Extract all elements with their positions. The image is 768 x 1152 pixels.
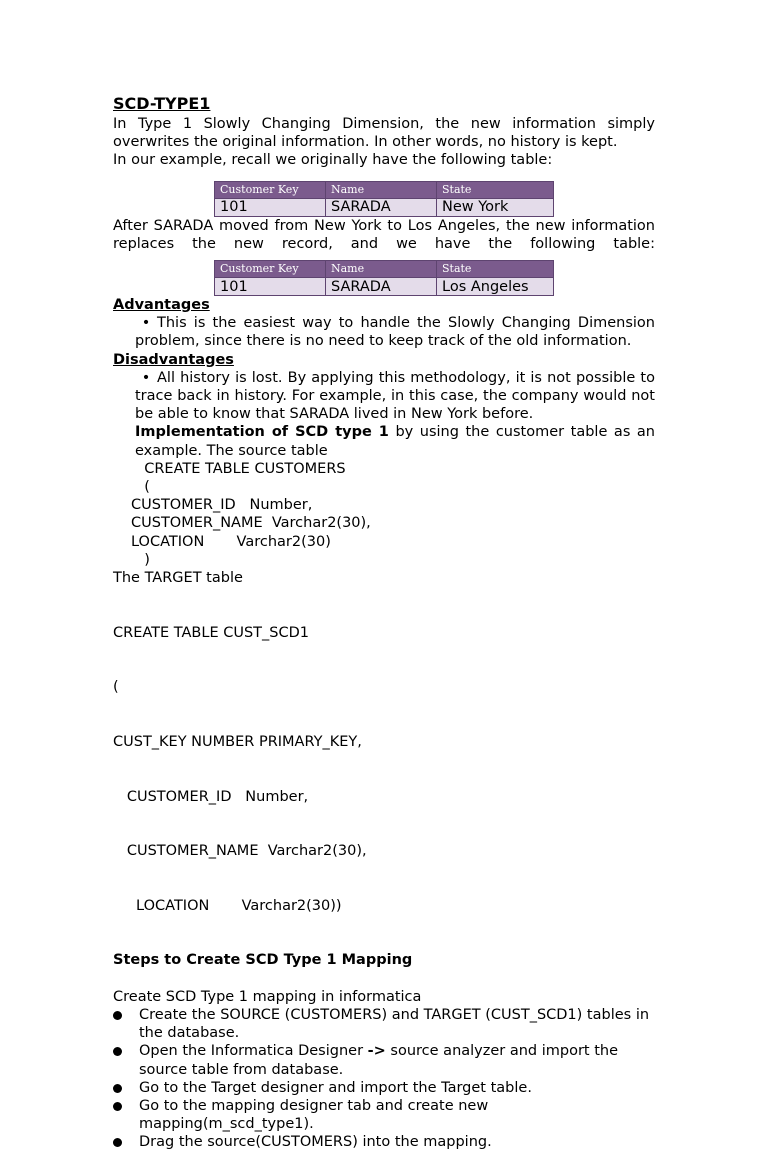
document-body: [113, 93, 655, 1152]
cell-name: SARADA: [326, 198, 437, 216]
source-sql-close: [135, 551, 655, 569]
advantages-text: This is the easiest way to handle the Slowly Changing Dimension problem, since there is no need to keep track of the old information.: [135, 315, 655, 350]
sql-line: CUSTOMER_NAME Varchar2(30),: [131, 515, 371, 532]
sql-line: (: [135, 479, 150, 496]
col-customer-key: Customer Key: [215, 261, 326, 278]
sql-line: LOCATION Varchar2(30): [131, 533, 331, 550]
sql-line: CREATE TABLE CUST_SCD1: [113, 624, 309, 641]
bullet-icon: [113, 1084, 122, 1093]
table-header-row: [215, 261, 554, 278]
table-header-row: [215, 181, 554, 198]
sql-line: CUSTOMER_ID Number,: [131, 497, 313, 514]
bullet-icon: [113, 1102, 122, 1111]
step-text: Go to the Target designer and import the Target table.: [139, 1079, 532, 1096]
cell-key: 101: [215, 198, 326, 216]
updated-table: [214, 260, 554, 296]
sql-line: (: [113, 679, 119, 696]
bullet-icon: •: [141, 315, 151, 332]
disadvantages-text: All history is lost. By applying this methodology, it is not possible to trace back in history. For example, in this case, the company would not be able to know that SARADA lived in New York before.: [135, 369, 655, 423]
cell-key: 101: [215, 278, 326, 296]
bullet-icon: [113, 1047, 122, 1056]
after-move-text: After SARADA moved from New York to Los Angeles, the new information replaces the new record, and we have the following table:: [113, 217, 655, 252]
doc-title: SCD-TYPE1: [113, 94, 211, 113]
cell-name: SARADA: [326, 278, 437, 296]
disadvantages-heading: Disadvantages: [113, 351, 234, 368]
col-name: Name: [326, 261, 437, 278]
steps-list: [113, 1006, 655, 1152]
source-sql-columns: [131, 496, 655, 551]
implementation-text: by using the customer table as an example. The source table: [135, 424, 655, 459]
col-state: State: [437, 261, 554, 278]
target-sql-block: [113, 587, 655, 951]
step-arrow: ->: [367, 1043, 386, 1060]
bullet-icon: [113, 1138, 122, 1147]
steps-intro: Create SCD Type 1 mapping in informatica: [113, 988, 422, 1005]
advantages-bullet: [135, 314, 655, 350]
implementation-paragraph: [135, 423, 655, 459]
target-label: The TARGET table: [113, 570, 243, 587]
implementation-bold: Implementation of SCD type 1: [135, 424, 389, 441]
step-text: source analyzer and import the source table from database.: [139, 1043, 619, 1078]
step-text: Create the SOURCE (CUSTOMERS) and TARGET (CUST_SCD1) tables in the database.: [139, 1006, 650, 1042]
list-item: [113, 1006, 655, 1042]
sql-line: CUST_KEY NUMBER PRIMARY_KEY,: [113, 733, 362, 750]
original-table: [214, 181, 554, 217]
step-text: Drag the source(CUSTOMERS) into the mapping.: [139, 1134, 492, 1151]
list-item: [113, 1097, 655, 1133]
step-text: Open the Informatica Designer: [139, 1043, 368, 1060]
col-name: Name: [326, 181, 437, 198]
list-item: [113, 1133, 655, 1151]
sql-line: ): [135, 551, 150, 568]
list-item: [113, 1079, 655, 1097]
after-move-paragraph: [113, 217, 655, 253]
sql-line: CREATE TABLE CUSTOMERS: [135, 460, 346, 477]
intro-recall: In our example, recall we originally have the following table:: [113, 152, 553, 169]
bullet-icon: [113, 1011, 122, 1020]
bullet-icon: •: [141, 369, 151, 386]
col-state: State: [437, 181, 554, 198]
table-row: [215, 278, 554, 296]
cell-state: New York: [437, 198, 554, 216]
steps-heading: Steps to Create SCD Type 1 Mapping: [113, 952, 413, 969]
sql-line: CUSTOMER_NAME Varchar2(30),: [113, 843, 367, 860]
sql-line: CUSTOMER_ID Number,: [113, 788, 309, 805]
table-row: [215, 198, 554, 216]
col-customer-key: Customer Key: [215, 181, 326, 198]
list-item: [113, 1042, 655, 1078]
intro-paragraph: In Type 1 Slowly Changing Dimension, the new information simply overwrites the original information. In other words, no history is kept.: [113, 116, 655, 151]
source-sql-block: [135, 460, 655, 496]
cell-state: Los Angeles: [437, 278, 554, 296]
disadvantages-bullet: [135, 369, 655, 424]
sql-line: LOCATION Varchar2(30)): [113, 897, 342, 914]
step-text: Go to the mapping designer tab and create new mapping(m_scd_type1).: [139, 1097, 489, 1133]
advantages-heading: Advantages: [113, 297, 210, 314]
